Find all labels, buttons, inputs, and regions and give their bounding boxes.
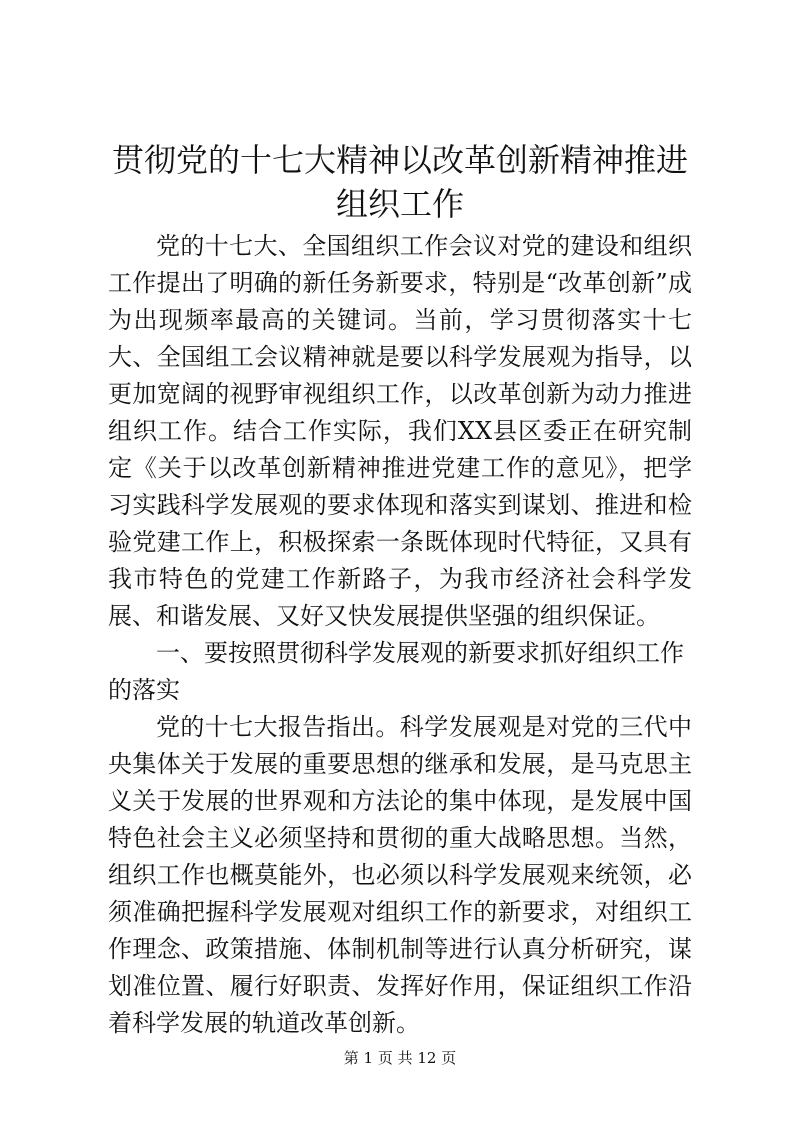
section-heading-1: 一、要按照贯彻科学发展观的新要求抓好组织工作的落实 <box>108 639 684 704</box>
page-number: 第 1 页 共 12 页 <box>343 1049 457 1067</box>
document-title: 贯彻党的十七大精神以改革创新精神推进组织工作 <box>111 141 688 223</box>
document-body <box>108 228 692 1042</box>
section-1-paragraph: 党的十七大报告指出。科学发展观是对党的三代中央集体关于发展的重要思想的继承和发展，是马克思主义关于发展的世界观和方法论的集中体现，是发展中国特色社会主义必须坚持和贯彻的重大战略思想。当然，组织工作也概莫能外，也必须以科学发展观来统领，必须准确把握科学发展观对组织工作的新要求，对组织工作理念、政策措施、体制机制等进行认真分析研究，谋划准位置、履行好职责、发挥好作用，保证组织工作沿着科学发展的轨道改革创新。 <box>108 713 692 1037</box>
intro-paragraph: 党的十七大、全国组织工作会议对党的建设和组织工作提出了明确的新任务新要求，特别是“改革创新”成为出现频率最高的关键词。当前，学习贯彻落实十七大、全国组工会议精神就是要以科学发展观为指导，以更加宽阔的视野审视组织工作，以改革创新为动力推进组织工作。结合工作实际，我们XX县区委正在研究制定《关于以改革创新精神推进党建工作的意见》，把学习实践科学发展观的要求体现和落实到谋划、推进和检验党建工作上，积极探索一条既体现时代特征，又具有我市特色的党建工作新路子，为我市经济社会科学发展、和谐发展、又好又快发展提供坚强的组织保证。 <box>108 232 692 630</box>
